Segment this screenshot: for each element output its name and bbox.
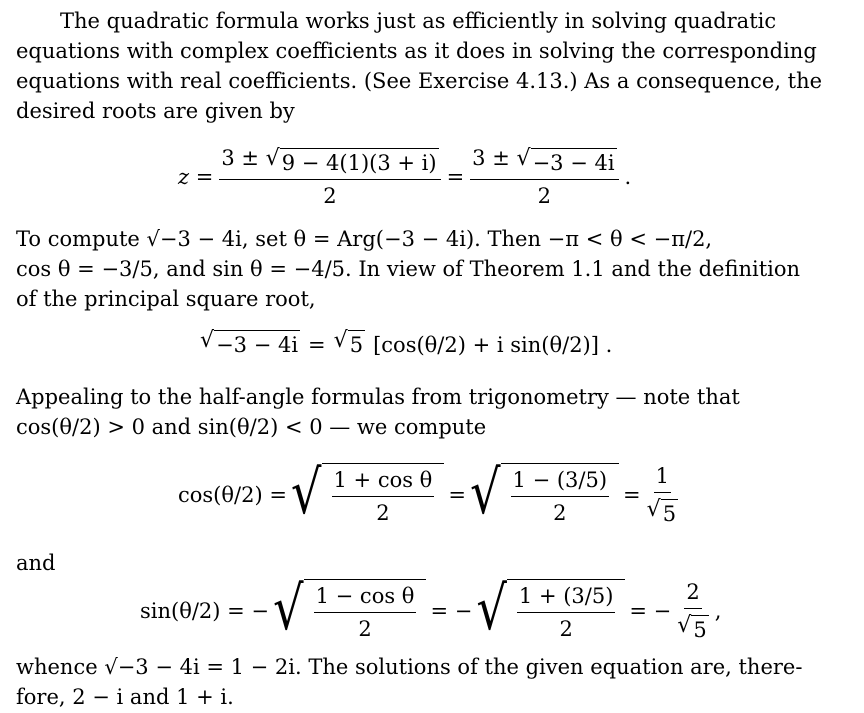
text-line: desired roots are given by bbox=[16, 99, 295, 123]
text-line: equations with real coefficients. (See Exercise 4.13.) As a consequence, the bbox=[16, 69, 823, 93]
fraction-denominator bbox=[677, 609, 708, 644]
numerator-term: 3 ± bbox=[221, 146, 259, 170]
fraction-numerator: 1 − (3/5) bbox=[511, 466, 610, 497]
equals-sign: = − bbox=[629, 599, 672, 623]
square-root bbox=[677, 615, 708, 644]
text-line: equations with complex coefficients as it does in solving the corresponding bbox=[16, 39, 817, 63]
equation-comma: , bbox=[714, 599, 722, 623]
equals-sign: = bbox=[308, 332, 326, 357]
radical-sign-icon: √ bbox=[333, 328, 348, 353]
fraction-denominator: 2 bbox=[559, 617, 573, 641]
numerator-term: 3 ± bbox=[472, 146, 510, 170]
radicand: 5 bbox=[691, 615, 708, 644]
fraction-denominator: 2 bbox=[537, 184, 552, 208]
radical-sign-icon: √ bbox=[273, 574, 304, 644]
paragraph-compute bbox=[16, 224, 816, 314]
radicand: 5 bbox=[348, 330, 365, 359]
equation-rhs: [cos(θ/2) + i sin(θ/2)] . bbox=[373, 332, 613, 357]
radicand: 5 bbox=[661, 499, 678, 528]
fraction bbox=[332, 466, 435, 527]
text-line: To compute √−3 − 4i, set θ = Arg(−3 − 4i). Then −π < θ < −π/2, bbox=[16, 227, 713, 251]
square-root bbox=[647, 499, 678, 528]
fraction-denominator: 2 bbox=[376, 501, 390, 525]
paragraph-half-angle bbox=[16, 382, 816, 442]
fraction-numerator bbox=[470, 144, 618, 180]
radical-sign-icon: √ bbox=[516, 146, 531, 171]
square-root bbox=[200, 330, 300, 359]
paragraph-conclusion bbox=[16, 652, 816, 712]
text-line: fore, 2 − i and 1 + i. bbox=[16, 685, 234, 709]
radicand bbox=[507, 579, 626, 643]
fraction bbox=[647, 462, 678, 528]
fraction bbox=[517, 582, 616, 643]
radicand: −3 − 4i bbox=[214, 330, 300, 359]
radicand: −3 − 4i bbox=[531, 148, 617, 177]
square-root bbox=[273, 574, 426, 644]
text-line: whence √−3 − 4i = 1 − 2i. The solutions of the given equation are, there- bbox=[16, 655, 803, 679]
fraction bbox=[511, 466, 610, 527]
radicand bbox=[322, 463, 445, 527]
radical-sign-icon: √ bbox=[290, 458, 322, 528]
radical-sign-icon: √ bbox=[646, 497, 661, 522]
square-root bbox=[476, 574, 625, 644]
text-line: cos(θ/2) > 0 and sin(θ/2) < 0 — we compute bbox=[16, 415, 487, 439]
fraction bbox=[677, 578, 708, 644]
fraction-denominator: 2 bbox=[358, 617, 372, 641]
equation-lhs: cos(θ/2) = bbox=[178, 483, 287, 507]
radical-sign-icon: √ bbox=[469, 458, 501, 528]
text-line: The quadratic formula works just as efficiently in solving quadratic bbox=[60, 9, 777, 33]
square-root bbox=[469, 458, 619, 528]
radical-sign-icon: √ bbox=[265, 146, 280, 171]
radicand bbox=[304, 579, 427, 643]
equals-sign: = − bbox=[430, 599, 473, 623]
fraction-denominator bbox=[647, 493, 678, 528]
fraction bbox=[314, 582, 417, 643]
fraction-numerator bbox=[219, 144, 440, 180]
fraction-numerator: 1 + cos θ bbox=[332, 466, 435, 497]
text-line: Appealing to the half-angle formulas from trigonometry — note that bbox=[16, 385, 740, 409]
radical-sign-icon: √ bbox=[677, 613, 692, 638]
equals-sign: = bbox=[448, 483, 466, 507]
fraction-numerator: 1 bbox=[654, 462, 671, 493]
paragraph-intro bbox=[16, 6, 823, 126]
radicand: 9 − 4(1)(3 + i) bbox=[280, 148, 439, 177]
fraction-denominator: 2 bbox=[323, 184, 337, 208]
equation-lhs: z = bbox=[178, 165, 214, 189]
fraction-numerator: 2 bbox=[684, 578, 701, 609]
square-root bbox=[517, 148, 617, 177]
radical-sign-icon: √ bbox=[476, 574, 507, 644]
text-line: cos θ = −3/5, and sin θ = −4/5. In view of Theorem 1.1 and the definition bbox=[16, 257, 801, 281]
equation-roots bbox=[178, 144, 631, 210]
equation-sin-half bbox=[140, 574, 722, 644]
square-root bbox=[266, 148, 439, 177]
square-root bbox=[334, 330, 365, 359]
fraction-numerator: 1 + (3/5) bbox=[517, 582, 616, 613]
equation-cos-half bbox=[178, 458, 684, 528]
radical-sign-icon: √ bbox=[200, 328, 215, 353]
equation-lhs: sin(θ/2) = − bbox=[140, 599, 270, 623]
equals-sign: = bbox=[623, 483, 641, 507]
equals-sign: = bbox=[446, 165, 465, 189]
text-line: of the principal square root, bbox=[16, 287, 316, 311]
fraction bbox=[219, 144, 440, 210]
fraction-denominator: 2 bbox=[553, 501, 567, 525]
equation-principal-root bbox=[200, 330, 612, 359]
fraction-numerator: 1 − cos θ bbox=[314, 582, 417, 613]
paragraph-and bbox=[16, 548, 816, 578]
fraction bbox=[470, 144, 618, 210]
text-line: and bbox=[16, 551, 56, 575]
square-root bbox=[290, 458, 444, 528]
radicand bbox=[501, 463, 620, 527]
equation-period: . bbox=[624, 165, 632, 189]
